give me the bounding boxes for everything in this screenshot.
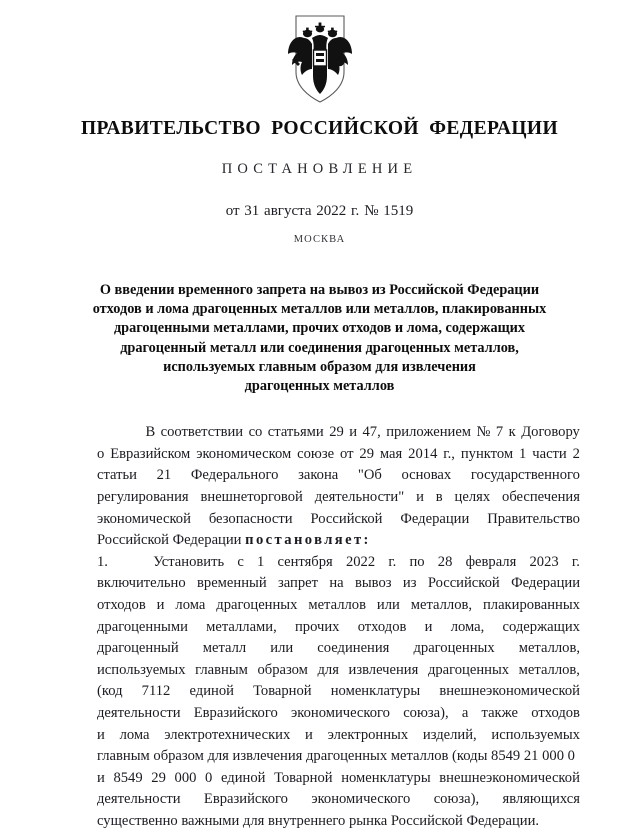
emblem-container	[0, 0, 639, 106]
document-number: № 1519	[364, 203, 414, 219]
text-line: существенно важными для внутреннего рынка Российской Федерации.	[97, 812, 540, 829]
text-line: регулирования внешнеторговой деятельности" и в целях обеспечения	[97, 489, 580, 505]
text-line: 1. Установить с 1 сентября 2022 г. по 28 февраля 2023 г.	[97, 553, 580, 570]
document-body	[97, 422, 580, 832]
document-title-line: используемых главным образом для извлечения	[163, 358, 476, 375]
text-line: статьи 21 Федерального закона "Об основах государственного	[97, 467, 580, 484]
document-kind: ПОСТАНОВЛЕНИЕ	[221, 161, 418, 177]
text-line: и лома электротехнических и электронных изделий, используемых	[97, 726, 580, 743]
resolution-verb: постановляет:	[245, 532, 371, 549]
text-line: деятельности Евразийского экономического союза), являющихся	[97, 791, 580, 808]
paragraph-item-1	[97, 552, 580, 833]
text-line: и 8549 29 000 0 единой Товарной номенклатуры внешнеэкономической	[97, 769, 580, 786]
text-line: экономической безопасности Российской Федерации Правительство	[97, 510, 580, 527]
document-title-line: драгоценных металлов	[244, 378, 395, 395]
text-line: о Евразийском экономическом союзе от 29 мая 2014 г., пунктом 1 части 2	[97, 445, 580, 462]
text-line: главным образом для извлечения драгоценных металлов (коды 8549 21 000 0	[97, 748, 575, 765]
text-line: включительно временный запрет на вывоз из Российской Федерации	[97, 575, 580, 592]
document-title-line: отходов и лома драгоценных металлов или металлов, плакированных	[92, 301, 547, 318]
document-city: МОСКВА	[293, 234, 346, 245]
paragraph-preamble	[97, 422, 580, 552]
document-title	[60, 281, 579, 396]
document-title-line: драгоценный металл или соединения драгоценных металлов,	[120, 339, 519, 356]
text-line: Российской Федерации постановляет:	[97, 532, 371, 549]
text-line: драгоценными металлами, прочих отходов и лома, содержащих	[97, 618, 580, 635]
document-title-line: О введении временного запрета на вывоз из Российской Федерации	[99, 282, 540, 298]
document-date-line	[0, 203, 639, 220]
page-title: ПРАВИТЕЛЬСТВО РОССИЙСКОЙ ФЕДЕРАЦИИ	[80, 118, 559, 139]
document-date: от 31 августа 2022 г.	[225, 203, 360, 219]
text-line: отходов и лома драгоценных металлов или металлов, плакированных	[97, 596, 580, 613]
document-title-line: драгоценными металлами, прочих отходов и лома, содержащих	[113, 320, 526, 337]
russian-federation-coat-of-arms-icon	[282, 14, 358, 106]
text-line: (код 7112 единой Товарной номенклатуры внешнеэкономической	[97, 683, 580, 700]
text-line: используемых главным образом для извлечения драгоценных металлов,	[97, 661, 580, 678]
text-line: В соответствии со статьями 29 и 47, приложением № 7 к Договору	[145, 424, 580, 441]
text-line: деятельности Евразийского экономического союза), а также отходов	[97, 704, 580, 721]
text-line: драгоценный металл или соединения драгоценных металлов,	[97, 640, 580, 657]
